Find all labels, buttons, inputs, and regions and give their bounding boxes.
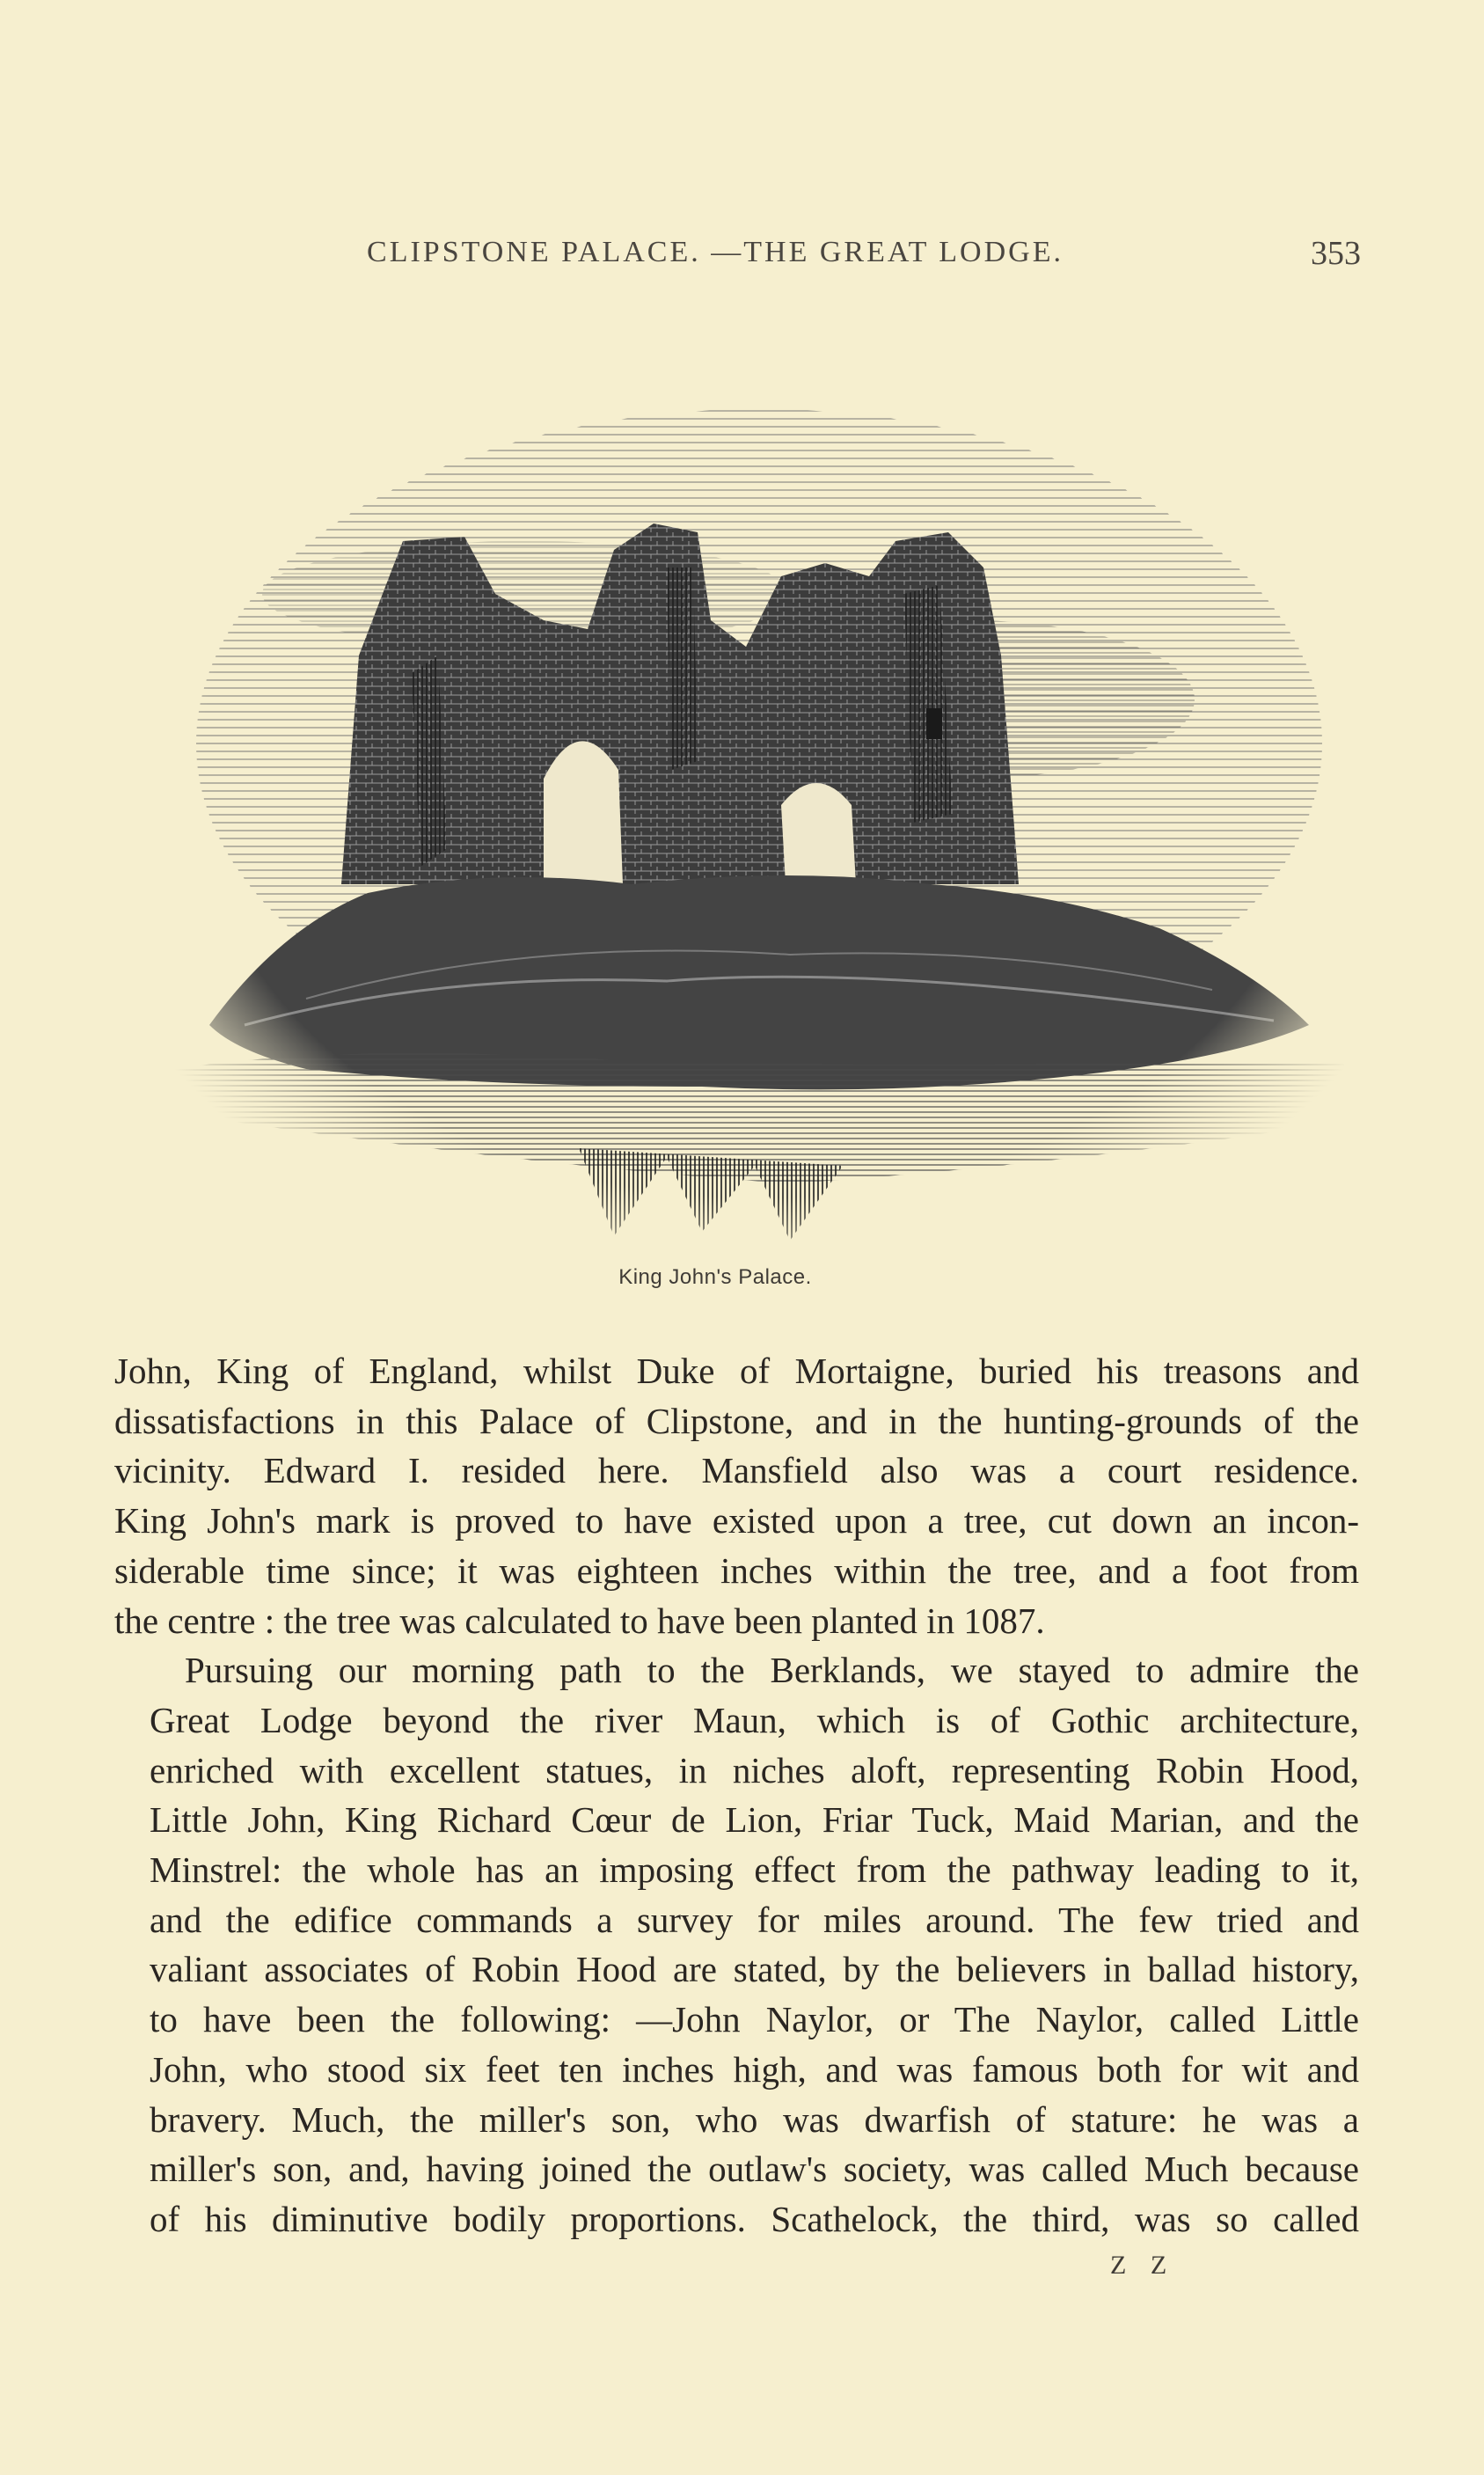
- text-line: valiant associates of Robin Hood are stated, by the believers in ballad history,: [150, 1949, 1359, 1990]
- text-line: John, King of England, whilst Duke of Mortaigne, buried his treasons and: [114, 1351, 1359, 1391]
- text-line: to have been the following: —John Naylor, or The Naylor, called Little: [150, 1999, 1359, 2040]
- page-number: 353: [1311, 235, 1361, 272]
- text-line: dissatisfactions in this Palace of Clipstone, and in the hunting-grounds of the: [114, 1400, 1359, 1441]
- text-line: John, who stood six feet ten inches high, and was famous both for wit and: [150, 2048, 1359, 2090]
- signature-mark: Z Z: [1110, 2251, 1176, 2280]
- text-line: of his diminutive bodily proportions. Scathelock, the third, was so called: [150, 2198, 1359, 2239]
- paragraph: [114, 1645, 1359, 2244]
- text-line: enriched with excellent statues, in niches aloft, representing Robin Hood,: [150, 1749, 1359, 1790]
- running-head: CLIPSTONE PALACE. —THE GREAT LODGE.: [367, 236, 1064, 268]
- text-line: miller's son, and, having joined the outlaw's society, was called Much because: [150, 2149, 1359, 2190]
- text-line: siderable time since; it was eighteen inches within the tree, and a foot from: [114, 1549, 1359, 1591]
- text-line: vicinity. Edward I. resided here. Mansfield also was a court residence.: [114, 1450, 1359, 1491]
- text-line: bravery. Much, the miller's son, who was dwarfish of stature: he was a: [150, 2098, 1359, 2140]
- engraving-illustration: [174, 392, 1344, 1258]
- text-line: Pursuing our morning path to the Berklands, we stayed to admire the: [185, 1650, 1359, 1691]
- text-line: King John's mark is proved to have existed upon a tree, cut down an incon-: [114, 1500, 1359, 1541]
- text-line: Minstrel: the whole has an imposing effect from the pathway leading to it,: [150, 1849, 1359, 1891]
- text-line: the centre : the tree was calculated to have been planted in 1087.: [114, 1600, 1045, 1641]
- paragraph: [114, 1346, 1359, 1645]
- text-line: Little John, King Richard Cœur de Lion, Friar Tuck, Maid Marian, and the: [150, 1799, 1359, 1841]
- text-line: and the edifice commands a survey for miles around. The few tried and: [150, 1899, 1359, 1940]
- figure-caption: King John's Palace.: [618, 1265, 812, 1289]
- body-text: [114, 1346, 1359, 2244]
- text-line: Great Lodge beyond the river Maun, which is of Gothic architecture,: [150, 1699, 1359, 1740]
